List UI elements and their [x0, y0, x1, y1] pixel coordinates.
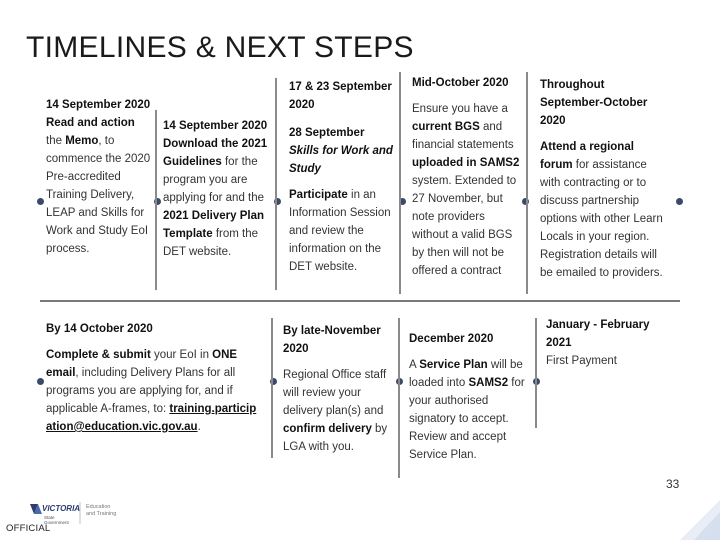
timeline-item-jan-feb: [546, 316, 666, 370]
item-action: Complete & submit: [46, 349, 151, 361]
timeline-item-mid-oct: Mid-October 2020 Ensure you have a current BGS and financial statements uploaded in SAMS2 system. Extended to 27 November, but note providers without a valid BGS by then will not be offered a contract: [412, 74, 524, 280]
logo-dept-line2: and Training: [86, 511, 117, 517]
page-number: 33: [666, 477, 680, 491]
timeline-item-dec: December 2020 A Service Plan will be loaded into SAMS2 for your authorised signatory to accept. Review and accept Service Plan.: [409, 330, 527, 464]
timeline-dot: [37, 198, 44, 205]
item-date: 14 September 2020: [46, 99, 151, 111]
item-action: Read and action: [46, 117, 135, 129]
item-action: Participate: [289, 189, 348, 201]
item-date: Throughout September-October 2020: [540, 79, 648, 127]
timeline-item-14-sep-memo: 14 September 2020 Read and action the Memo, to commence the 2020 Pre-accredited Training Delivery, LEAP and Skills for Work and Study EoI process.: [46, 96, 152, 258]
item-action: confirm delivery: [283, 423, 372, 435]
item-action: First Payment: [546, 355, 617, 367]
email-link[interactable]: training.participation@education.vic.gov.au: [46, 403, 257, 433]
corner-decoration: [670, 500, 720, 540]
item-program: Skills for Work and Study: [289, 145, 393, 175]
item-action: current BGS: [412, 121, 480, 133]
separator: [155, 110, 157, 290]
item-date: 28 September: [289, 127, 365, 139]
separator: [275, 78, 277, 290]
separator: [398, 318, 400, 478]
item-date: 14 September 2020: [163, 120, 268, 132]
item-date: By late-November 2020: [283, 325, 381, 355]
separator: [399, 72, 401, 294]
item-action: Attend a regional forum: [540, 141, 634, 171]
timeline-dot: [37, 378, 44, 385]
timeline-item-14-sep-guidelines: 14 September 2020 Download the 2021 Guidelines for the program you are applying for and the 2021 Delivery Plan Template from the DET website.: [163, 117, 273, 261]
page-title: TIMELINES & NEXT STEPS: [26, 31, 414, 64]
classification-label: OFFICIAL: [6, 523, 51, 534]
timeline-item-sep-oct: Throughout September-October 2020 Attend a regional forum for assistance with contracting or to discuss partnership options with other Learn Locals in your region. Registration details will be emailed to providers.: [540, 76, 668, 282]
item-action: Download the 2021 Guidelines: [163, 138, 268, 168]
timeline-item-14-oct: By 14 October 2020 Complete & submit your EoI in ONE email, including Delivery Plans for all programs you are applying for, and if applicable A-frames, to: training.participation@education.vic.gov.au.: [46, 320, 258, 436]
timeline-item-late-nov: By late-November 2020 Regional Office staff will review your delivery plan(s) and confirm delivery by LGA with you.: [283, 322, 395, 456]
logo-subtext: State Government: [44, 515, 69, 525]
separator: [271, 318, 273, 458]
item-date: 17 & 23 September 2020: [289, 81, 392, 111]
item-date: December 2020: [409, 333, 494, 345]
separator: [526, 72, 528, 294]
item-date: January - February 2021: [546, 319, 650, 349]
separator: [535, 318, 537, 428]
item-date: Mid-October 2020: [412, 77, 509, 89]
timeline-dot: [676, 198, 683, 205]
item-action: Service Plan: [419, 359, 488, 371]
timeline-item-28-sep: 28 September Skills for Work and Study Participate in an Information Session and review the information on the DET website.: [289, 124, 397, 276]
logo-dept-line1: Education: [86, 504, 111, 510]
logo-text: VICTORIA: [42, 504, 81, 513]
timeline-item-17-23-sep: [289, 78, 397, 114]
timeline-axis: [40, 300, 680, 302]
item-date: By 14 October 2020: [46, 323, 153, 335]
